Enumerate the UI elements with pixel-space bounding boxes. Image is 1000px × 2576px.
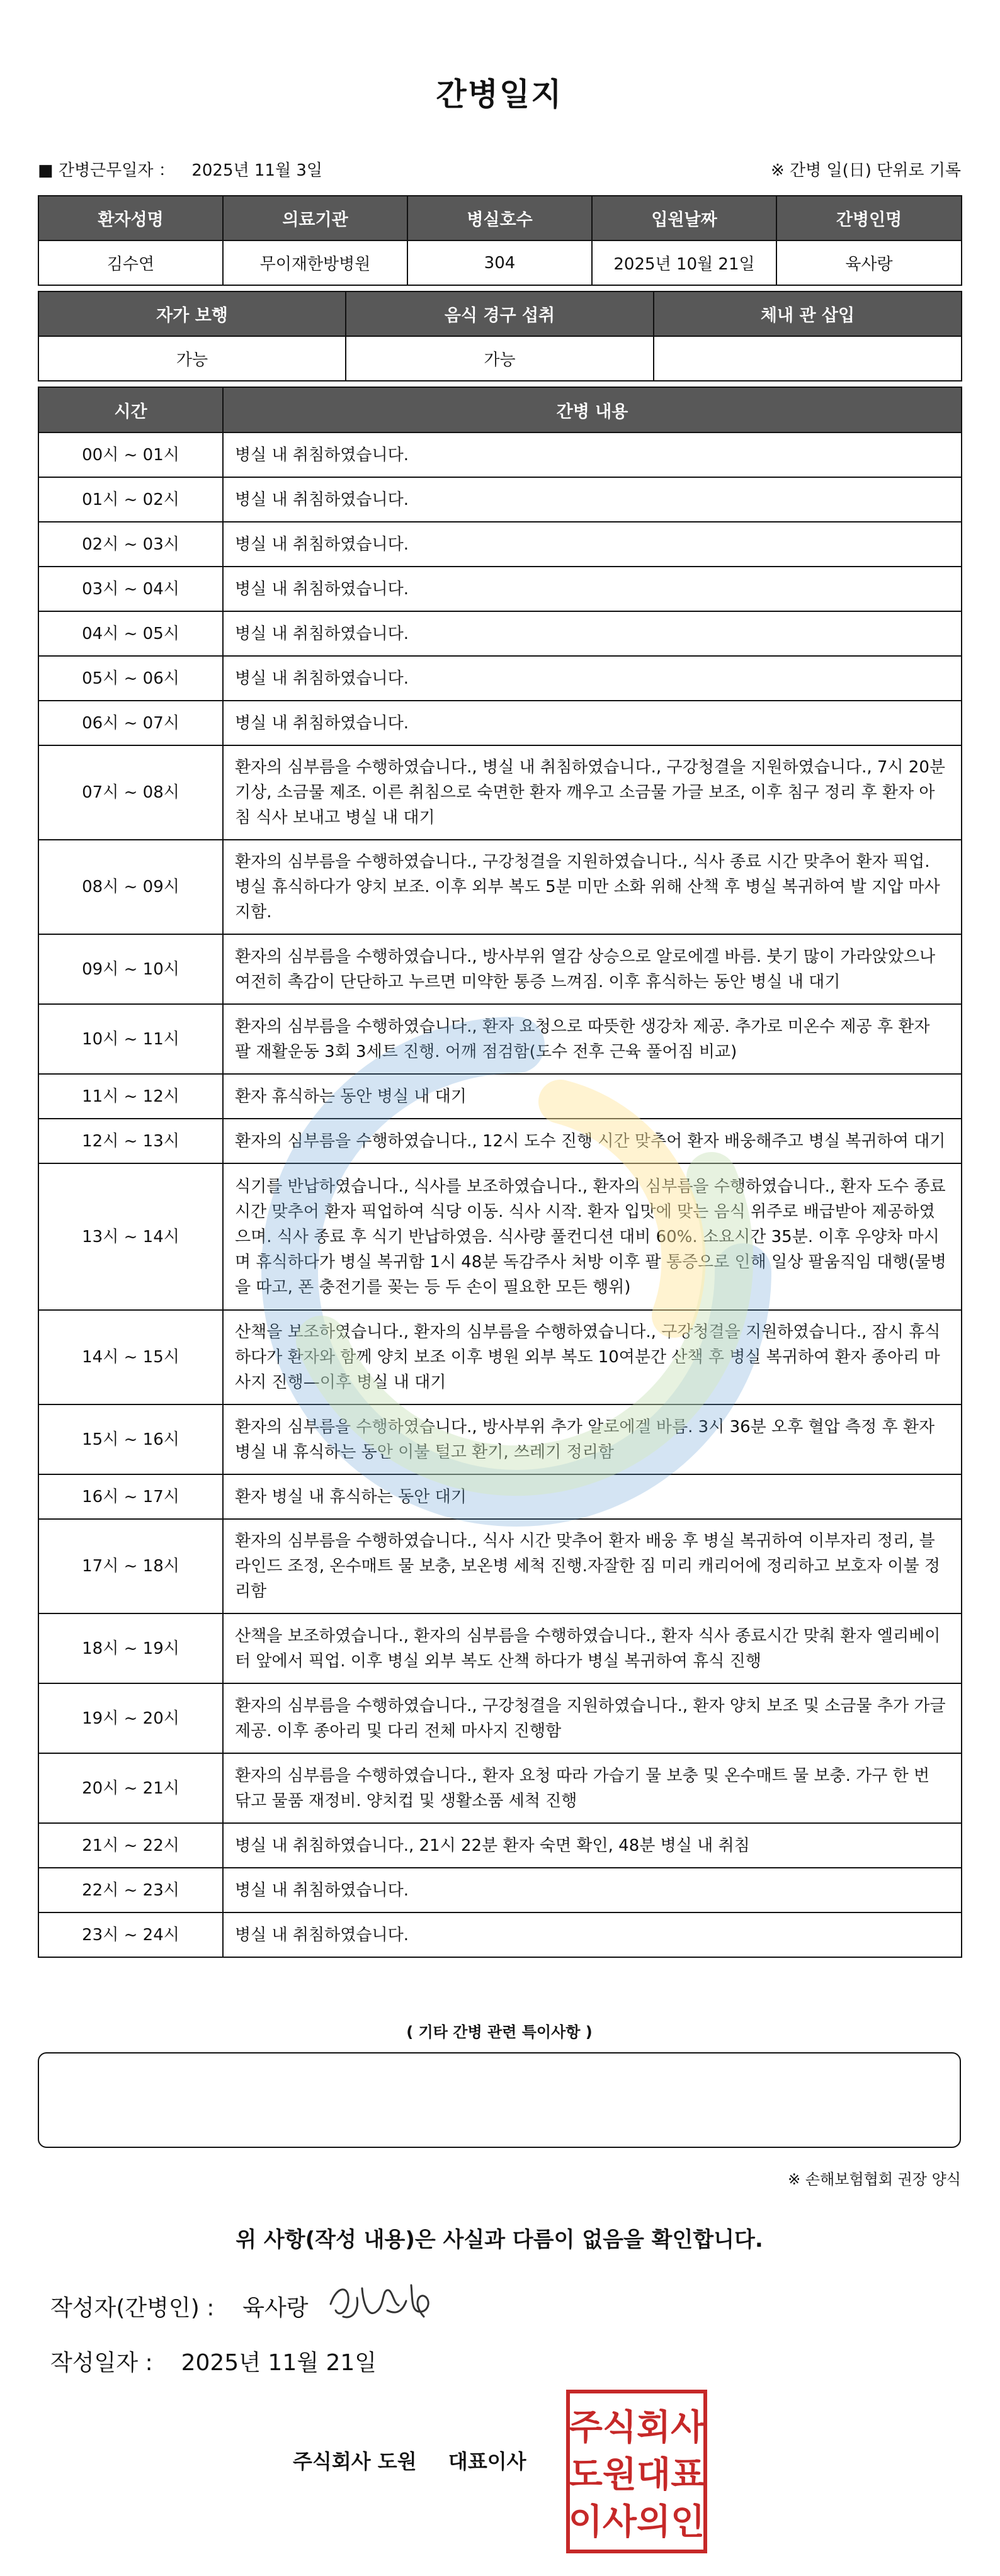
self-walking-value: 가능	[38, 336, 346, 381]
room-number: 304	[407, 240, 592, 285]
header-oral-intake: 음식 경구 섭취	[346, 291, 654, 336]
admission-date: 2025년 10월 21일	[592, 240, 776, 285]
log-row	[38, 934, 962, 1004]
patient-table-header-row	[38, 196, 962, 240]
log-row-content: 환자의 심부름을 수행하였습니다., 방사부위 열감 상승으로 알로에겔 바름. 붓기 많이 가라앉았으나 여전히 촉감이 단단하고 누르면 미약한 통증 느껴짐. 이후 휴식하는 동안 병실 내 대기	[223, 934, 962, 1004]
log-row-time: 03시 ~ 04시	[38, 567, 223, 611]
svg-text:이사의인: 이사의인	[568, 2502, 705, 2543]
header-time: 시간	[38, 387, 223, 432]
log-row-content: 환자 병실 내 휴식하는 동안 대기	[223, 1474, 962, 1519]
log-row-content: 병실 내 취침하였습니다., 21시 22분 환자 숙면 확인, 48분 병실 내 취침	[223, 1823, 962, 1868]
header-hospital: 의료기관	[223, 196, 407, 240]
other-notes-box	[38, 2052, 961, 2148]
log-row-time: 08시 ~ 09시	[38, 840, 223, 934]
status-table-value-row	[38, 336, 962, 381]
log-row-time: 18시 ~ 19시	[38, 1613, 223, 1683]
log-row-content: 환자의 심부름을 수행하였습니다., 구강청결을 지원하였습니다., 환자 양치 보조 및 소금물 추가 가글 제공. 이후 종아리 및 다리 전체 마사지 진행함	[223, 1683, 962, 1753]
log-row-content: 병실 내 취침하였습니다.	[223, 432, 962, 477]
log-row-content: 병실 내 취침하였습니다.	[223, 522, 962, 567]
source-note: ※ 손해보험협회 권장 양식	[788, 2171, 961, 2188]
log-row-time: 13시 ~ 14시	[38, 1163, 223, 1310]
log-row	[38, 1613, 962, 1683]
log-table-header-row	[38, 387, 962, 432]
log-row	[38, 522, 962, 567]
patient-info-table	[38, 195, 962, 286]
log-row-content: 산책을 보조하였습니다., 환자의 심부름을 수행하였습니다., 구강청결을 지원하였습니다., 잠시 휴식하다가 환자와 함께 양치 보조 이후 병원 외부 복도 10여분간 산책 후 병실 복귀하여 환자 종아리 마사지 진행—이후 병실 내 대기	[223, 1310, 962, 1404]
log-row-time: 04시 ~ 05시	[38, 611, 223, 656]
log-row	[38, 1823, 962, 1868]
log-row	[38, 1753, 962, 1823]
confirmation-statement: 위 사항(작성 내용)은 사실과 다름이 없음을 확인합니다.	[236, 2227, 763, 2252]
company-line	[293, 2446, 526, 2475]
log-row	[38, 1404, 962, 1474]
log-row	[38, 656, 962, 701]
oral-intake-value: 가능	[346, 336, 654, 381]
tube-insertion-value	[654, 336, 962, 381]
log-row-content: 환자의 심부름을 수행하였습니다., 환자 요청 따라 가습기 물 보충 및 온수매트 물 보충. 가구 한 번 닦고 물품 재정비. 양치컵 및 생활소품 세척 진행	[223, 1753, 962, 1823]
work-date-line	[38, 157, 322, 181]
log-row-content: 환자의 심부름을 수행하였습니다., 12시 도수 진행 시간 맞추어 환자 배웅해주고 병실 복귀하여 대기	[223, 1119, 962, 1163]
log-row-content: 환자의 심부름을 수행하였습니다., 방사부위 추가 알로에겔 바름. 3시 36분 오후 혈압 측정 후 환자 병실 내 휴식하는 동안 이불 털고 환기, 쓰레기 정리함	[223, 1404, 962, 1474]
log-row-content: 병실 내 취침하였습니다.	[223, 477, 962, 522]
log-row	[38, 1074, 962, 1119]
log-row	[38, 1474, 962, 1519]
log-row	[38, 1004, 962, 1074]
log-row	[38, 567, 962, 611]
log-row-time: 01시 ~ 02시	[38, 477, 223, 522]
hourly-care-log-table	[38, 387, 962, 1958]
log-row-time: 22시 ~ 23시	[38, 1868, 223, 1912]
log-row-time: 00시 ~ 01시	[38, 432, 223, 477]
log-row-content: 환자의 심부름을 수행하였습니다., 병실 내 취침하였습니다., 구강청결을 지원하였습니다., 7시 20분 기상, 소금물 제조. 이른 취침으로 숙면한 환자 깨우고 소금물 가글 보조, 이후 침구 정리 후 환자 아침 식사 보내고 병실 내 대기	[223, 745, 962, 840]
company-name: 주식회사 도원	[293, 2449, 417, 2473]
write-date-value: 2025년 11월 21일	[181, 2350, 377, 2376]
log-row-time: 16시 ~ 17시	[38, 1474, 223, 1519]
log-row	[38, 701, 962, 745]
log-row-content: 병실 내 취침하였습니다.	[223, 1868, 962, 1912]
patient-table-value-row	[38, 240, 962, 285]
log-row	[38, 477, 962, 522]
writer-line	[50, 2290, 309, 2322]
writer-name: 육사랑	[242, 2295, 309, 2321]
log-row-time: 07시 ~ 08시	[38, 745, 223, 840]
log-row-content: 병실 내 취침하였습니다.	[223, 611, 962, 656]
write-date-line	[50, 2345, 377, 2377]
log-row-content: 환자 휴식하는 동안 병실 내 대기	[223, 1074, 962, 1119]
unit-note: ※ 간병 일(日) 단위로 기록	[770, 161, 961, 180]
write-date-label: 작성일자 :	[50, 2350, 153, 2376]
log-row-content: 병실 내 취침하였습니다.	[223, 656, 962, 701]
header-room-number: 병실호수	[407, 196, 592, 240]
log-row	[38, 840, 962, 934]
header-patient-name: 환자성명	[38, 196, 223, 240]
log-row-time: 21시 ~ 22시	[38, 1823, 223, 1868]
handwritten-signature	[324, 2266, 444, 2336]
log-row	[38, 1912, 962, 1957]
other-notes-title: ( 기타 간병 관련 특이사항 )	[406, 2023, 593, 2041]
caregiver-name: 육사랑	[776, 240, 962, 285]
company-role: 대표이사	[448, 2449, 526, 2473]
log-row-content: 환자의 심부름을 수행하였습니다., 구강청결을 지원하였습니다., 식사 종료 시간 맞추어 환자 픽업. 병실 휴식하다가 양치 보조. 이후 외부 복도 5분 미만 소화 위해 산책 후 병실 복귀하여 발 지압 마사지함.	[223, 840, 962, 934]
log-row-time: 12시 ~ 13시	[38, 1119, 223, 1163]
log-row-time: 17시 ~ 18시	[38, 1519, 223, 1613]
svg-text:주식회사: 주식회사	[568, 2407, 705, 2448]
log-row	[38, 1868, 962, 1912]
log-row-time: 19시 ~ 20시	[38, 1683, 223, 1753]
header-self-walking: 자가 보행	[38, 291, 346, 336]
log-row-content: 병실 내 취침하였습니다.	[223, 701, 962, 745]
writer-label: 작성자(간병인) :	[50, 2295, 215, 2321]
log-row-content: 병실 내 취침하였습니다.	[223, 1912, 962, 1957]
log-row	[38, 745, 962, 840]
log-row-time: 05시 ~ 06시	[38, 656, 223, 701]
log-row-time: 14시 ~ 15시	[38, 1310, 223, 1404]
log-row	[38, 1519, 962, 1613]
log-row-content: 환자의 심부름을 수행하였습니다., 식사 시간 맞추어 환자 배웅 후 병실 복귀하여 이부자리 정리, 블라인드 조정, 온수매트 물 보충, 보온병 세척 진행.자잘한 짐 미리 캐리어에 정리하고 보호자 이불 정리함	[223, 1519, 962, 1613]
log-row-content: 환자의 심부름을 수행하였습니다., 환자 요청으로 따뜻한 생강차 제공. 추가로 미온수 제공 후 환자 팔 재활운동 3회 3세트 진행. 어깨 점검함(도수 전후 근육 풀어짐 비교)	[223, 1004, 962, 1074]
header-tube-insertion: 체내 관 삽입	[654, 291, 962, 336]
page-title: 간병일지	[436, 76, 563, 113]
work-date-label: ■ 간병근무일자 ：	[38, 161, 175, 180]
log-row-time: 23시 ~ 24시	[38, 1912, 223, 1957]
log-row-time: 10시 ~ 11시	[38, 1004, 223, 1074]
header-admission-date: 입원날짜	[592, 196, 776, 240]
log-row-content: 식기를 반납하였습니다., 식사를 보조하였습니다., 환자의 심부름을 수행하였습니다., 환자 도수 종료 시간 맞추어 환자 픽업하여 식당 이동. 식사 시작. 환자 입맛에 맞는 음식 위주로 배급받아 제공하였으며. 식사 종료 후 식기 반납하였음. 식사량 풀컨디션 대비 60%. 소요시간 35분. 이후 우양차 마시며 휴식하다가 병실 복귀함 1시 48분 독감주사 처방 이후 팔 통증으로 인해 일상 팔움직임 대행(물병을 따고, 폰 충전기를 꽂는 등 두 손이 필요한 모든 행위)	[223, 1163, 962, 1310]
log-row	[38, 432, 962, 477]
log-row-content: 병실 내 취침하였습니다.	[223, 567, 962, 611]
work-date-value: 2025년 11월 3일	[191, 161, 322, 180]
log-row	[38, 1163, 962, 1310]
patient-status-table	[38, 291, 962, 381]
log-row-content: 산책을 보조하였습니다., 환자의 심부름을 수행하였습니다., 환자 식사 종료시간 맞춰 환자 엘리베이터 앞에서 픽업. 이후 병실 외부 복도 산책 하다가 병실 복귀하여 휴식 진행	[223, 1613, 962, 1683]
header-caregiver-name: 간병인명	[776, 196, 962, 240]
log-row	[38, 1310, 962, 1404]
log-row	[38, 611, 962, 656]
log-row-time: 09시 ~ 10시	[38, 934, 223, 1004]
log-row-time: 15시 ~ 16시	[38, 1404, 223, 1474]
svg-text:도원대표: 도원대표	[568, 2455, 705, 2495]
status-table-header-row	[38, 291, 962, 336]
log-row	[38, 1119, 962, 1163]
log-row-time: 20시 ~ 21시	[38, 1753, 223, 1823]
log-table-body	[38, 432, 962, 1957]
patient-name: 김수연	[38, 240, 223, 285]
hospital-name: 무이재한방병원	[223, 240, 407, 285]
header-care-content: 간병 내용	[223, 387, 962, 432]
log-row	[38, 1683, 962, 1753]
log-row-time: 02시 ~ 03시	[38, 522, 223, 567]
log-row-time: 11시 ~ 12시	[38, 1074, 223, 1119]
company-seal-stamp	[565, 2389, 708, 2554]
log-row-time: 06시 ~ 07시	[38, 701, 223, 745]
